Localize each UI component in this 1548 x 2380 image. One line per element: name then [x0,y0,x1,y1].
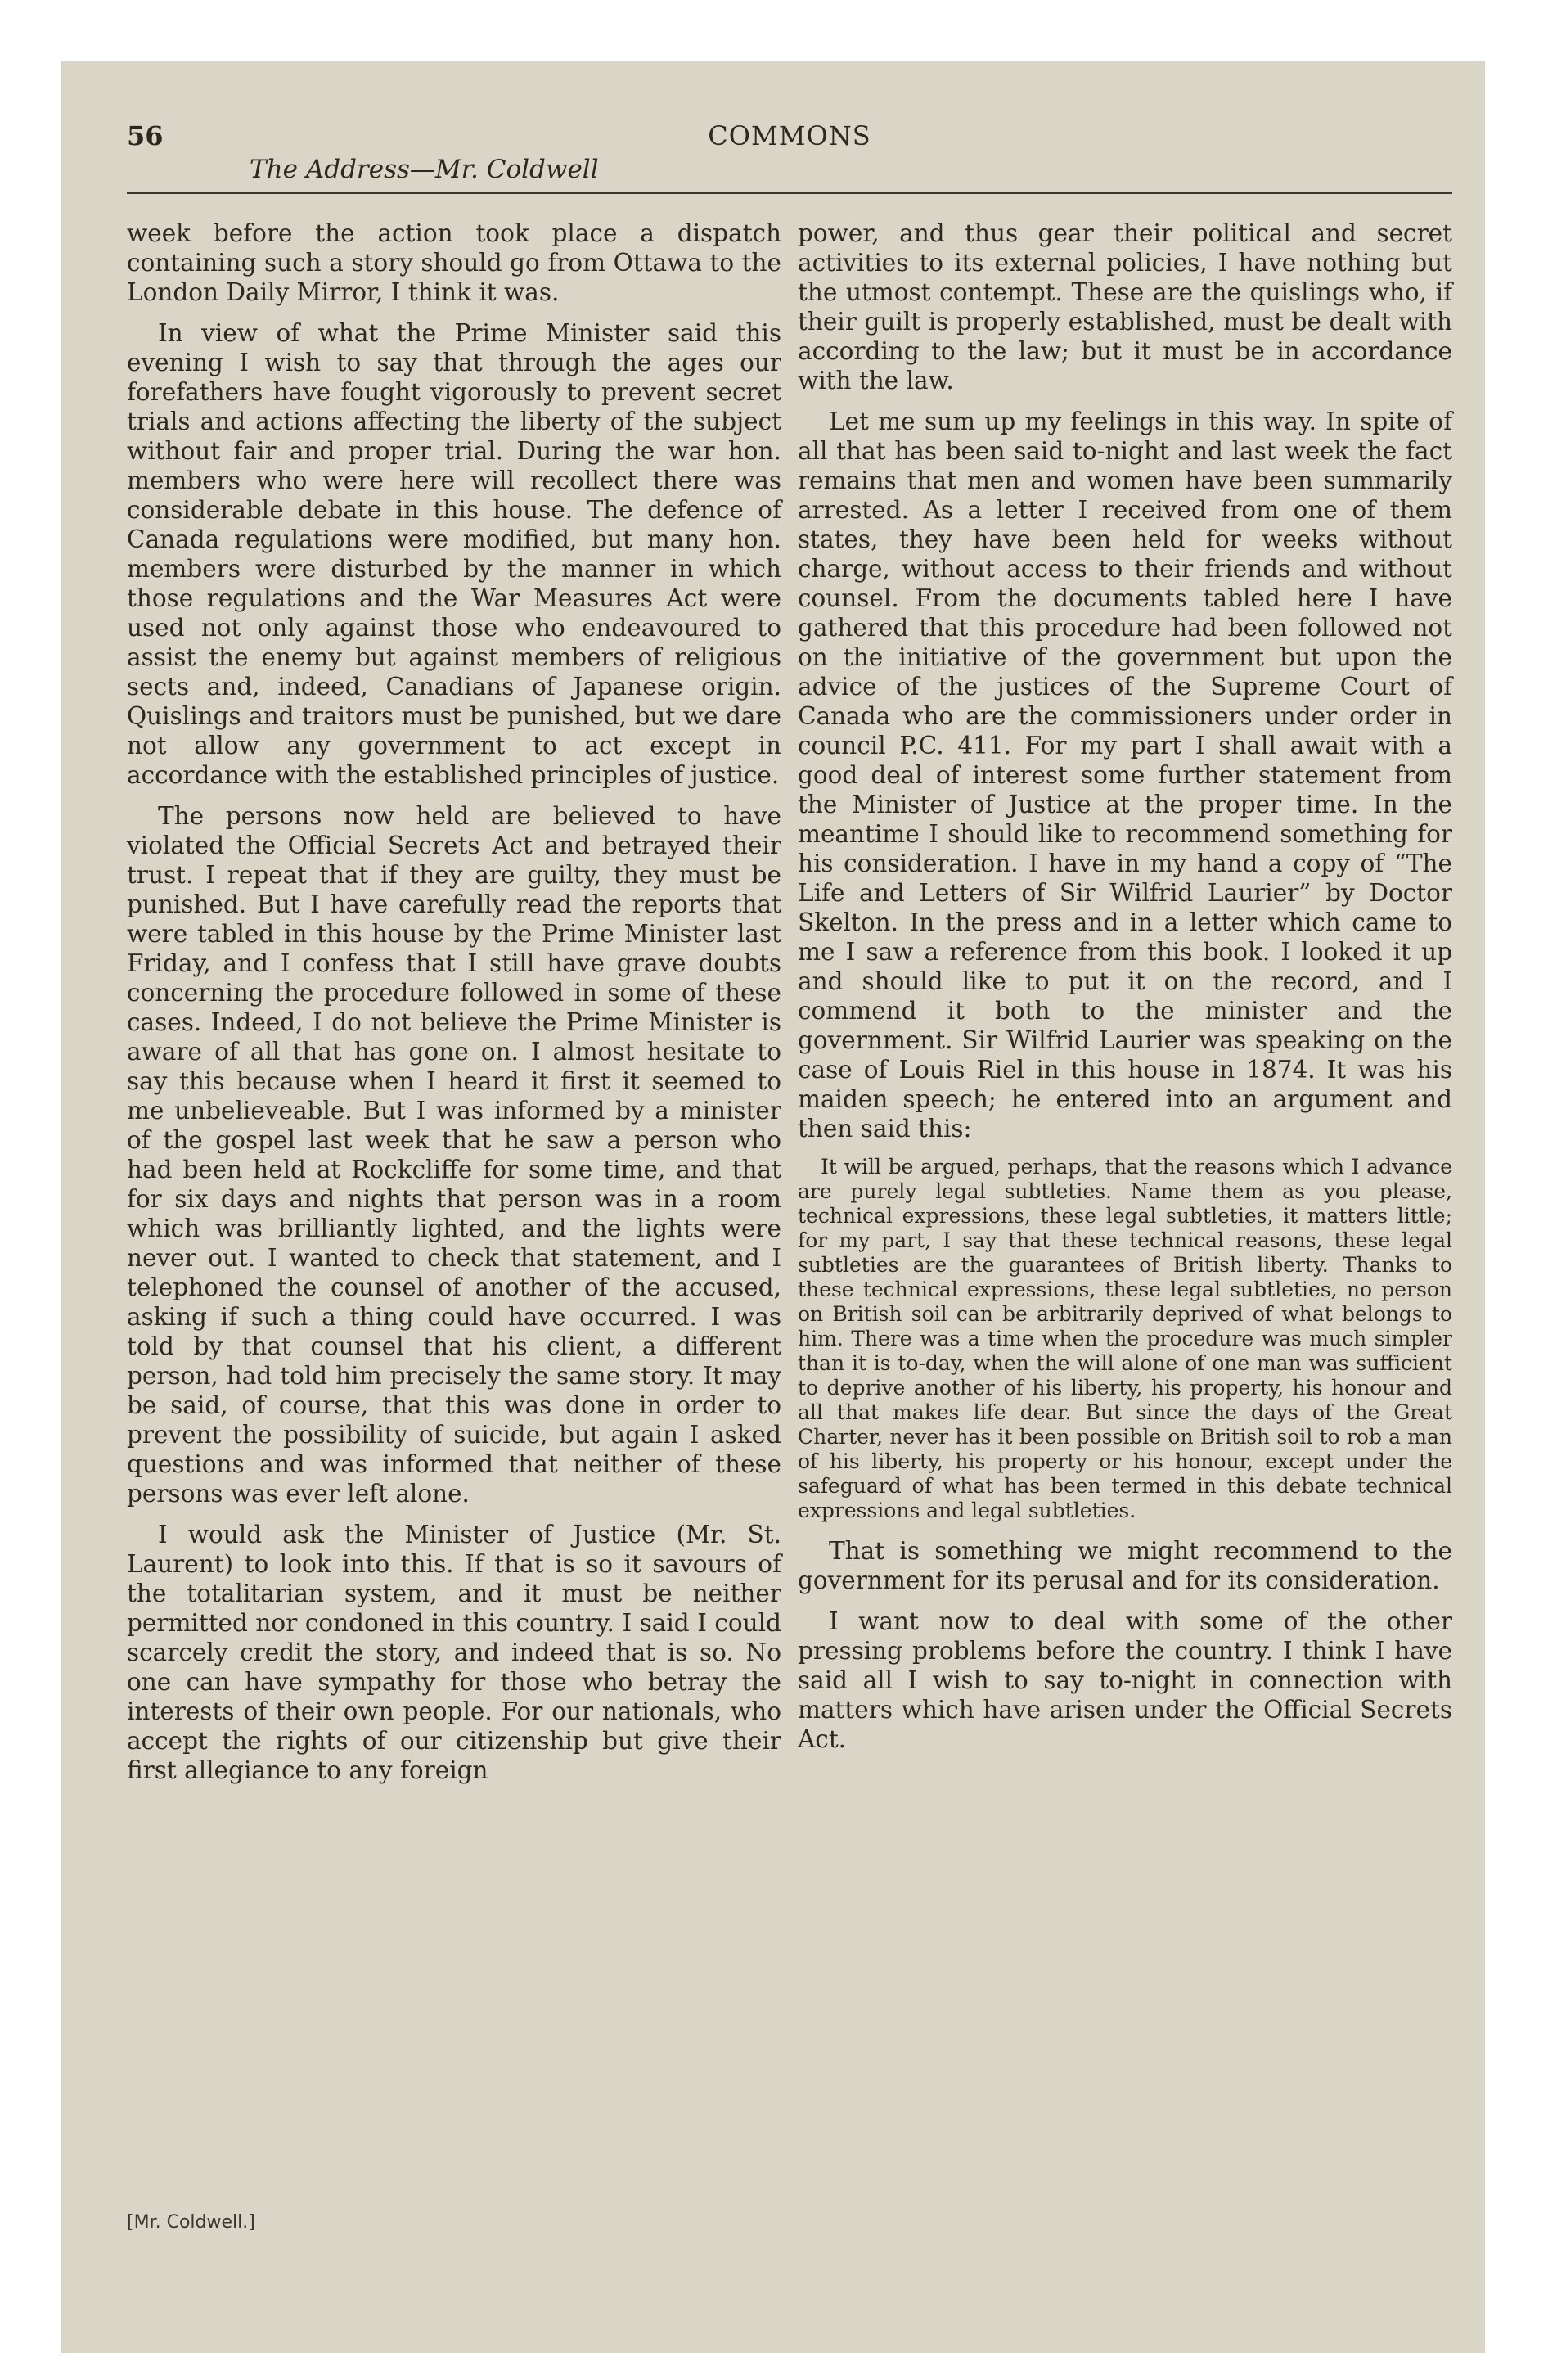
running-subtitle: The Address—Mr. Coldwell [250,155,599,184]
paragraph: week before the action took place a dispatch containing such a story should go from Ottawa to the London Daily Mirror, I think it was. [127,219,781,306]
running-title: COMMONS [708,120,871,151]
page-number: 56 [127,120,164,151]
laurier-quote: It will be argued, perhaps, that the reasons which I advance are purely legal subtleties. Name them as you please, technical expressions, these legal subtleties, it matters little; for my part, I say that these technical reasons, these legal subtleties are the guarantees of British liberty. Thanks to these technical expressions, these legal subtleties, no person on British soil can be arbitrarily deprived of what belongs to him. There was a time when the procedure was much simpler than it is to-day, when the will alone of one man was sufficient to deprive another of his liberty, his property, his honour and all that makes life dear. But since the days of the Great Charter, never has it been possible on British soil to rob a man of his liberty, his property or his honour, except under the safeguard of what has been termed in this debate technical expressions and legal subtleties. [798,1155,1452,1522]
paragraph: I would ask the Minister of Justice (Mr. St. Laurent) to look into this. If that is so it savours of the totalitarian system, and it must be neither permitted nor condoned in this country. I said I could scarcely credit the story, and indeed that is so. No one can have sympathy for those who betray the interests of their own people. For our nationals, who accept the rights of our citizenship but give their first allegiance to any foreign [127,1521,781,1784]
paragraph: In view of what the Prime Minister said this evening I wish to say that through the ages our forefathers have fought vigorously to prevent secret trials and actions affecting the liberty of the subject without fair and proper trial. During the war hon. members who were here will recollect there was considerable debate in this house. The defence of Canada regulations were modified, but many hon. members were disturbed by the manner in which those regulations and the War Measures Act were used not only against those who endeavoured to assist the enemy but against members of religious sects and, indeed, Canadians of Japanese origin. Quislings and traitors must be punished, but we dare not allow any government to act except in accordance with the established principles of justice. [127,319,781,789]
document-page [61,61,1485,2353]
paragraph: That is something we might recommend to the government for its perusal and for its consideration. [798,1537,1452,1594]
right-column [798,219,1452,1765]
speaker-note: [Mr. Coldwell.] [127,2212,255,2233]
paragraph: I want now to deal with some of the other pressing problems before the country. I think I have said all I wish to say to-night in connection with matters which have arisen under the Official Secrets Act. [798,1607,1452,1753]
paragraph: The persons now held are believed to have violated the Official Secrets Act and betrayed their trust. I repeat that if they are guilty, they must be punished. But I have carefully read the reports that were tabled in this house by the Prime Minister last Friday, and I confess that I still have grave doubts concerning the procedure followed in some of these cases. Indeed, I do not believe the Prime Minister is aware of all that has gone on. I almost hesitate to say this because when I heard it first it seemed to me unbelieveable. But I was informed by a minister of the gospel last week that he saw a person who had been held at Rockcliffe for some time, and that for six days and nights that person was in a room which was brilliantly lighted, and the lights were never out. I wanted to check that statement, and I telephoned the counsel of another of the accused, asking if such a thing could have occurred. I was told by that counsel that his client, a different person, had told him precisely the same story. It may be said, of course, that this was done in order to prevent the possibility of suicide, but again I asked questions and was informed that neither of these persons was ever left alone. [127,802,781,1508]
left-column [127,219,781,1796]
paragraph: power, and thus gear their political and secret activities to its external policies, I have nothing but the utmost contempt. These are the quislings who, if their guilt is properly established, must be dealt with according to the law; but it must be in accordance with the law. [798,219,1452,394]
paragraph: Let me sum up my feelings in this way. In spite of all that has been said to-night and last week the fact remains that men and women have been summarily arrested. As a letter I received from one of them states, they have been held for weeks without charge, without access to their friends and without counsel. From the documents tabled here I have gathered that this procedure had been followed not on the initiative of the government but upon the advice of the justices of the Supreme Court of Canada who are the commissioners under order in council P.C. 411. For my part I shall await with a good deal of interest some further statement from the Minister of Justice at the proper time. In the meantime I should like to recommend something for his consideration. I have in my hand a copy of “The Life and Letters of Sir Wilfrid Laurier” by Doctor Skelton. In the press and in a letter which came to me I saw a reference from this book. I looked it up and should like to put it on the record, and I commend it both to the minister and the government. Sir Wilfrid Laurier was speaking on the case of Louis Riel in this house in 1874. It was his maiden speech; he entered into an argument and then said this: [798,408,1452,1143]
page-header [127,120,1452,194]
